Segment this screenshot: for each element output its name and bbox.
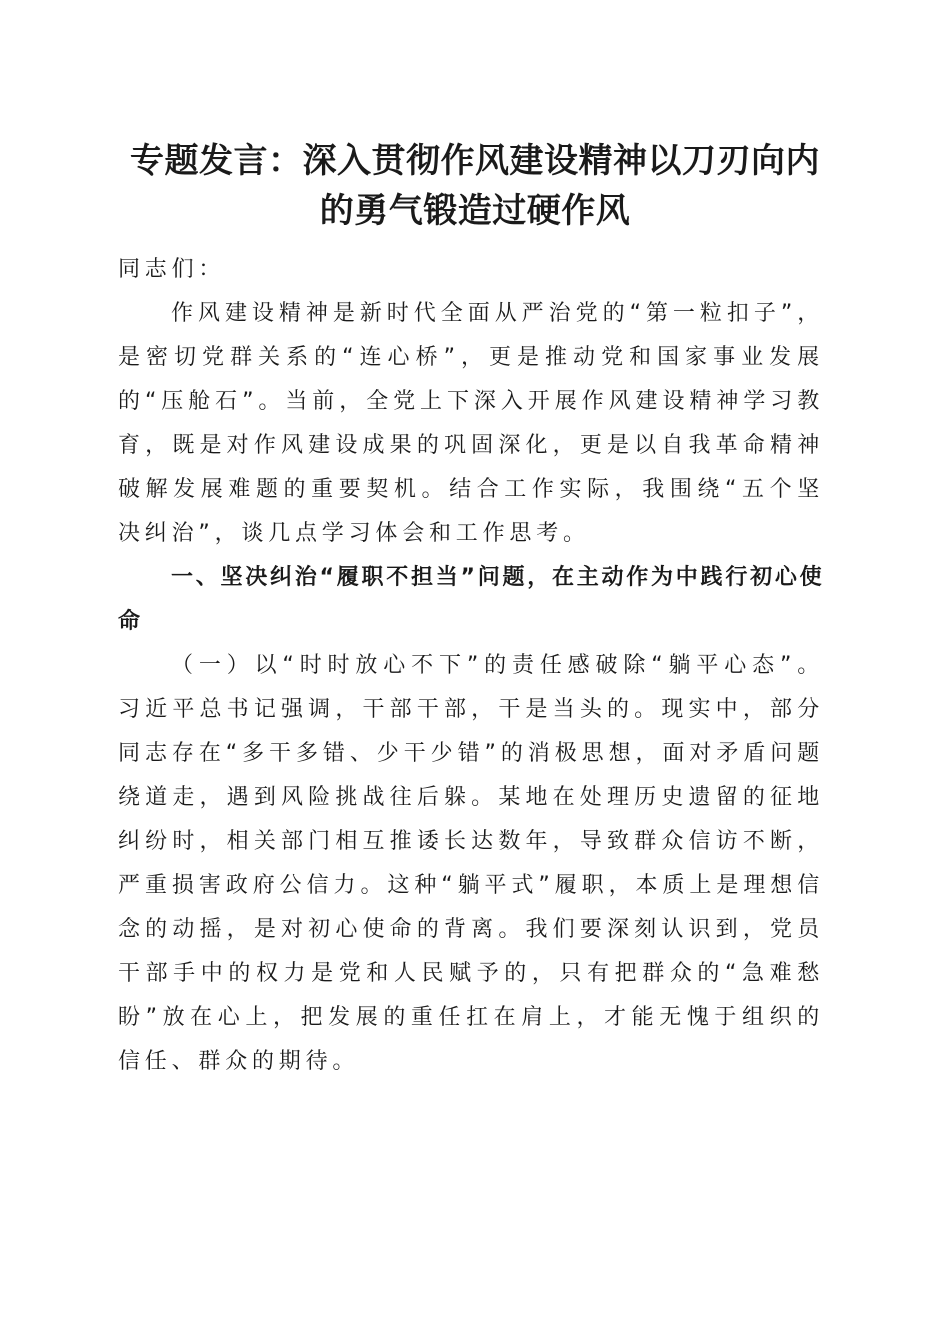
document-body [118,248,824,1084]
section-1-paragraph: （一）以“时时放心不下”的责任感破除“躺平心态”。习近平总书记强调，干部干部，干是当头的。现实中，部分同志存在“多干多错、少干少错”的消极思想，面对矛盾问题绕道走，遇到风险挑战往后躲。某地在处理历史遗留的征地纠纷时，相关部门相互推诿长达数年，导致群众信访不断，严重损害政府公信力。这种“躺平式”履职，本质上是理想信念的动摇，是对初心使命的背离。我们要深刻认识到，党员干部手中的权力是党和人民赋予的，只有把群众的“急难愁盼”放在心上，把发展的重任扛在肩上，才能无愧于组织的信任、群众的期待。 [118,653,824,1074]
section-heading-1: 一、坚决纠治“履职不担当”问题，在主动作为中践行初心使命 [118,565,824,634]
title-line-1: 专题发言：深入贯彻作风建设精神以刀刃向内 [130,141,820,181]
intro-paragraph: 作风建设精神是新时代全面从严治党的“第一粒扣子”，是密切党群关系的“连心桥”，更是推动党和国家事业发展的“压舱石”。当前，全党上下深入开展作风建设精神学习教育，既是对作风建设成果的巩固深化，更是以自我革命精神破解发展难题的重要契机。结合工作实际，我围绕“五个坚决纠治”，谈几点学习体会和工作思考。 [118,301,824,546]
salutation: 同志们： [118,257,226,282]
document-title [100,136,850,236]
title-line-2: 的勇气锻造过硬作风 [319,191,631,231]
